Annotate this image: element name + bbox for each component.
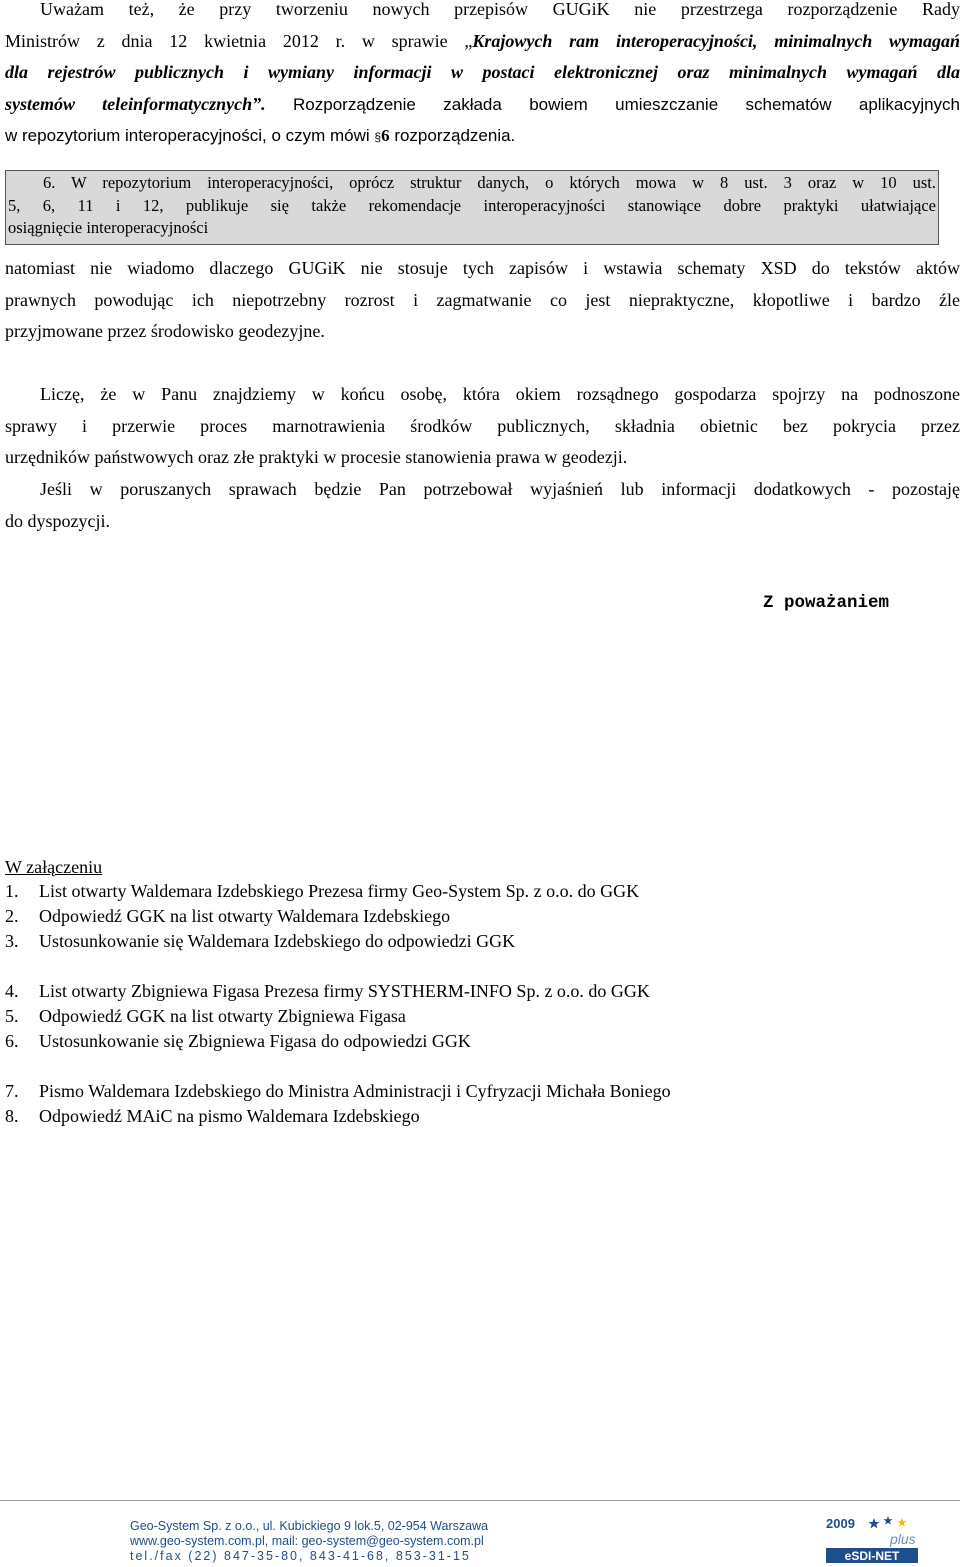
- footer-phone: tel./fax (22) 847-35-80, 843-41-68, 853-31-15: [130, 1549, 471, 1563]
- paragraph-line: Jeśli w poruszanych sprawach będzie Pan potrzebował wyjaśnień lub informacji dodatkowych - pozostaję: [40, 479, 960, 499]
- text-run: w repozytorium interoperacyjności, o czym mówi: [5, 126, 375, 145]
- paragraph-line: do dyspozycji.: [5, 510, 110, 531]
- attachment-item: [5, 1081, 671, 1102]
- footer-web-mail: www.geo-system.com.pl, mail: geo-system@geo-system.com.pl: [130, 1534, 484, 1548]
- attachment-number: 6.: [5, 1031, 19, 1051]
- attachment-number: 5.: [5, 1006, 19, 1026]
- paragraph-line: [5, 26, 960, 58]
- footer-divider: [0, 1500, 960, 1501]
- attachment-item: [5, 1106, 420, 1127]
- paragraph-line: w repozytorium interoperacyjności, o czym mówi §6 rozporządzenia.: [5, 126, 516, 145]
- paragraph-regulation: [5, 0, 960, 154]
- regulation-title-part: dla rejestrów publicznych i wymiany informacji w postaci elektronicznej oraz minimalnych wymagań dla: [5, 62, 960, 82]
- attachment-number: 7.: [5, 1081, 19, 1101]
- attachment-item: [5, 931, 515, 952]
- paragraph-line: urzędników państwowych oraz złe praktyki w procesie stanowienia prawa w geodezji.: [5, 447, 628, 467]
- footer-address: Geo-System Sp. z o.o., ul. Kubickiego 9 lok.5, 02-954 Warszawa: [130, 1519, 489, 1533]
- attachment-number: 3.: [5, 931, 19, 951]
- attachment-text: Pismo Waldemara Izdebskiego do Ministra Administracji i Cyfryzacji Michała Boniego: [39, 1081, 671, 1101]
- attachments-heading: W załączeniu: [5, 857, 103, 877]
- paragraph-xsd: [5, 253, 960, 348]
- attachment-text: Odpowiedź MAiC na pismo Waldemara Izdebskiego: [39, 1106, 420, 1126]
- regulation-title-part: systemów teleinformatycznych”.: [5, 93, 266, 114]
- attachment-number: 2.: [5, 906, 19, 926]
- attachment-number: 1.: [5, 881, 19, 901]
- paragraph-line: Liczę, że w Panu znajdziemy w końcu osobę, która okiem rozsądnego gospodarza spojrzy na podnoszone: [40, 384, 960, 404]
- attachment-item: [5, 906, 450, 927]
- star-icon: [869, 1518, 880, 1529]
- star-icon: [883, 1516, 892, 1525]
- attachment-text: Odpowiedź GGK na list otwarty Zbigniewa Figasa: [39, 1006, 406, 1026]
- regulation-title-part: Krajowych ram interoperacyjności, minimalnych wymagań: [472, 30, 960, 51]
- paragraph-line: przyjmowane przez środowisko geodezyjne.: [5, 321, 325, 341]
- quote-line: 6. W repozytorium interoperacyjności, oprócz struktur danych, o których mowa w 8 ust. 3 oraz w 10 ust.: [43, 173, 936, 192]
- attachment-text: Odpowiedź GGK na list otwarty Waldemara Izdebskiego: [39, 906, 451, 926]
- paragraph-line: sprawy i przerwie proces marnotrawienia środków publicznych, składnia obietnic bez pokrycia przez: [5, 415, 960, 436]
- footer-contact: [130, 1519, 488, 1564]
- attachment-number: 4.: [5, 981, 19, 1001]
- text-run: Ministrów z dnia 12 kwietnia 2012 r. w sprawie „: [5, 30, 473, 51]
- paragraph-appeal: [5, 379, 960, 474]
- logo-name: eSDI-NET: [844, 1549, 900, 1563]
- attachment-item: [5, 1031, 471, 1052]
- logo-year: 2009: [826, 1516, 855, 1531]
- text-run: Rozporządzenie zakłada bowiem umieszczanie schematów aplikacyjnych: [265, 94, 960, 114]
- attachment-number: 8.: [5, 1106, 19, 1126]
- paragraph-line: [5, 89, 960, 121]
- quote-line: osiągnięcie interoperacyjności: [8, 218, 209, 237]
- attachment-text: List otwarty Waldemara Izdebskiego Prezesa firmy Geo-System Sp. z o.o. do GGK: [39, 881, 640, 901]
- esdi-net-logo: [824, 1514, 920, 1564]
- section-number: 6: [381, 126, 390, 145]
- quote-line: 5, 6, 11 i 12, publikuje się także rekomendacje interoperacyjności stanowiące dobre praktyki ułatwiające: [8, 195, 936, 215]
- signature-closing: Z poważaniem: [763, 593, 890, 613]
- attachment-text: List otwarty Zbigniewa Figasa Prezesa firmy SYSTHERM-INFO Sp. z o.o. do GGK: [39, 981, 650, 1001]
- paragraph-line: natomiast nie wiadomo dlaczego GUGiK nie stosuje tych zapisów i wstawia schematy XSD do tekstów aktów: [5, 258, 960, 278]
- attachment-item: [5, 881, 639, 902]
- paragraph-closing: [5, 474, 960, 537]
- attachment-text: Ustosunkowanie się Waldemara Izdebskiego do odpowiedzi GGK: [39, 931, 516, 951]
- text-run: rozporządzenia.: [389, 126, 516, 145]
- attachment-item: [5, 1006, 406, 1027]
- paragraph-line: Uważam też, że przy tworzeniu nowych przepisów GUGiK nie przestrzega rozporządzenie Rady: [40, 0, 960, 19]
- attachment-text: Ustosunkowanie się Zbigniewa Figasa do odpowiedzi GGK: [39, 1031, 471, 1051]
- star-icon: [897, 1518, 906, 1527]
- regulation-quote-box: [5, 170, 939, 245]
- logo-plus: plus: [890, 1531, 916, 1547]
- attachment-item: [5, 981, 650, 1002]
- paragraph-line: prawnych powodując ich niepotrzebny rozrost i zagmatwanie co jest niepraktyczne, kłopotliwe i bardzo źle: [5, 289, 960, 310]
